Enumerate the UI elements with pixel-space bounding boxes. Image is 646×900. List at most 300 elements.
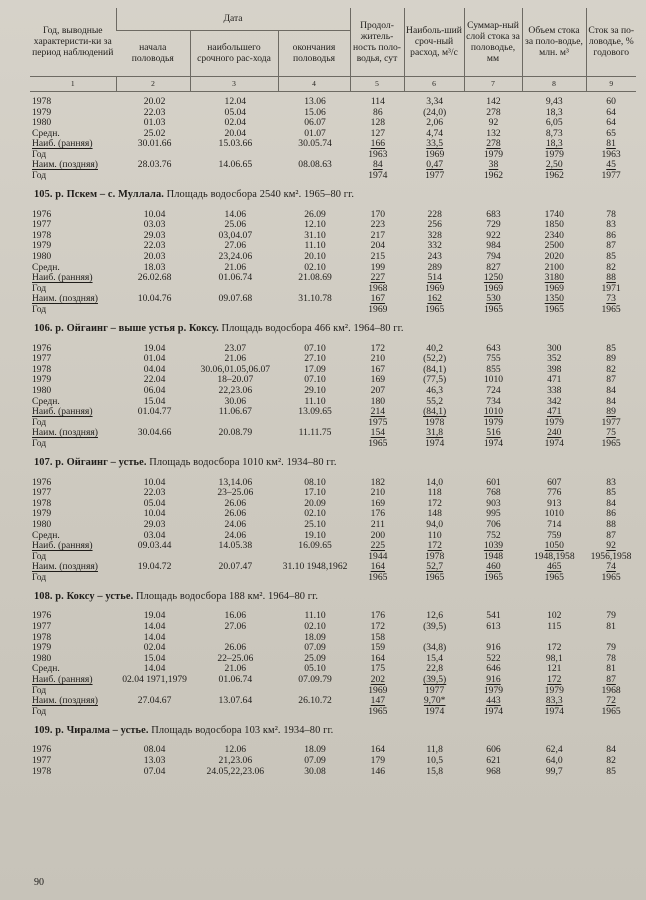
row-label: Наим. (поздняя)	[32, 427, 98, 439]
table-cell: 211	[370, 518, 385, 530]
table-cell: 6,05	[545, 117, 563, 129]
table-cell: 1010	[483, 406, 504, 418]
table-cell: 167	[370, 363, 386, 375]
table-cell: 1965	[368, 705, 388, 717]
row-label: 1978	[32, 363, 52, 375]
table-cell: 1965	[425, 304, 445, 316]
table-row	[30, 96, 636, 107]
table-cell: 240	[547, 427, 562, 439]
table-cell: 1039	[483, 540, 504, 552]
table-cell: 86	[606, 508, 616, 520]
data-grid	[30, 611, 636, 717]
table-cell: 175	[370, 663, 386, 675]
table-cell: 2500	[544, 240, 564, 252]
table-cell: 1979	[544, 684, 564, 696]
row-label: 1978	[32, 497, 52, 509]
table-row	[30, 385, 636, 396]
table-cell: 207	[370, 384, 386, 396]
table-cell: 38	[488, 159, 499, 171]
table-cell: 3,34	[426, 95, 444, 107]
table-cell: 1974	[368, 170, 388, 182]
table-cell: 84	[606, 395, 616, 407]
table-cell: 342	[547, 395, 562, 407]
table-row	[30, 396, 636, 407]
table-cell: 1969	[368, 684, 388, 696]
table-cell: 516	[486, 427, 501, 439]
table-cell: 13.06	[304, 95, 326, 107]
table-row	[30, 755, 636, 766]
station-title	[34, 189, 640, 200]
table-cell: 27.06	[224, 240, 247, 252]
table-cell: 15,8	[426, 765, 444, 777]
table-cell: 1850	[544, 219, 564, 231]
row-label: 1980	[32, 652, 52, 664]
table-cell: 20.09	[304, 497, 326, 509]
table-cell: (84,1)	[423, 406, 447, 418]
table-cell: 26.02.68	[137, 272, 172, 284]
table-row	[30, 706, 636, 717]
table-row	[30, 343, 636, 354]
table-cell: 601	[486, 476, 501, 488]
table-cell: 52,7	[426, 561, 444, 573]
row-label: 1980	[32, 251, 52, 263]
table-cell: 12,6	[426, 610, 444, 622]
table-cell: 1974	[425, 437, 445, 449]
table-cell: 172	[370, 621, 386, 633]
table-cell: 09.07.68	[218, 293, 253, 305]
table-cell: 202	[370, 674, 386, 686]
table-cell: 85	[606, 487, 616, 499]
table-cell: 794	[486, 251, 501, 263]
row-label: Средн.	[32, 127, 60, 139]
table-cell: 1969	[544, 282, 564, 294]
table-cell: 28.03.76	[137, 159, 172, 171]
table-cell: 289	[427, 261, 442, 273]
table-cell: 164	[370, 744, 386, 756]
table-cell: 27.04.67	[137, 695, 172, 707]
table-row	[30, 262, 636, 273]
table-cell: 79	[606, 642, 616, 654]
row-label: 1979	[32, 106, 52, 118]
table-cell: 85	[606, 251, 616, 263]
table-row	[30, 632, 636, 643]
station-section	[30, 96, 640, 181]
row-label: Средн.	[32, 395, 60, 407]
row-label: 1979	[32, 374, 52, 386]
table-cell: 17.10	[304, 487, 326, 499]
table-row	[30, 685, 636, 696]
table-cell: 30.06,01.05,06.07	[200, 363, 271, 375]
table-cell: 256	[427, 219, 442, 231]
table-cell: 24.05,22,23.06	[206, 765, 265, 777]
table-cell: 172	[427, 497, 442, 509]
table-cell: 20.10	[304, 251, 326, 263]
table-cell: 09.03.44	[137, 540, 172, 552]
table-cell: 1979	[544, 148, 564, 160]
table-cell: 23,24.06	[218, 251, 253, 263]
column-number: 9	[586, 76, 636, 92]
table-cell: 89	[606, 353, 616, 365]
table-cell: 29.03	[143, 229, 166, 241]
table-cell: 23–25.06	[217, 487, 254, 499]
table-cell: 734	[486, 395, 501, 407]
table-cell: 84	[606, 744, 616, 756]
table-cell: 14.04	[143, 621, 166, 633]
table-row	[30, 509, 636, 520]
table-cell: 1965	[483, 571, 504, 583]
table-row	[30, 375, 636, 386]
table-cell: 55,2	[426, 395, 444, 407]
table-cell: 83	[606, 219, 616, 231]
table-cell: 752	[486, 529, 501, 541]
row-label: 1979	[32, 508, 52, 520]
table-cell: 1977	[425, 170, 445, 182]
table-cell: 1978	[425, 416, 445, 428]
table-cell: 99,7	[545, 765, 563, 777]
table-row	[30, 160, 636, 171]
table-cell: 328	[427, 229, 442, 241]
row-label: 1977	[32, 487, 52, 499]
table-row	[30, 117, 636, 128]
row-label: Наим. (поздняя)	[32, 293, 98, 305]
table-cell: 33,5	[426, 138, 444, 150]
table-cell: 64	[606, 117, 616, 129]
table-cell: 81	[606, 138, 616, 150]
table-row	[30, 438, 636, 449]
table-cell: 08.08.63	[298, 159, 332, 171]
table-cell: 471	[547, 406, 562, 418]
table-cell: 10.04	[143, 208, 166, 220]
table-cell: 24.06	[224, 529, 247, 541]
table-cell: 922	[486, 229, 501, 241]
table-row	[30, 170, 636, 181]
row-label: Средн.	[32, 663, 60, 675]
table-cell: 1965	[544, 571, 564, 583]
table-cell: 06.07	[304, 117, 326, 129]
table-row	[30, 149, 636, 160]
station-title	[34, 323, 640, 334]
table-cell: 89	[606, 406, 616, 418]
table-cell: 1050	[544, 540, 564, 552]
table-cell: 21,23.06	[218, 755, 253, 767]
table-cell: 31.10 1948,1962	[282, 561, 348, 573]
table-header	[30, 8, 636, 92]
table-cell: 228	[427, 208, 442, 220]
table-cell: 169	[370, 497, 386, 509]
table-cell: 169	[370, 374, 386, 386]
row-label: 1980	[32, 117, 52, 129]
table-cell: 82	[606, 261, 616, 273]
table-cell: 07.10	[304, 342, 326, 354]
table-cell: 08.04	[143, 744, 166, 756]
table-cell: 86	[606, 229, 616, 241]
table-cell: 30.04.66	[137, 427, 172, 439]
header-date-group: Дата	[116, 8, 350, 30]
table-cell: 11.10	[304, 240, 326, 252]
table-cell: 60	[606, 95, 616, 107]
table-cell: 84	[606, 384, 616, 396]
table-cell: 01.03	[143, 117, 166, 129]
table-cell: 995	[486, 508, 501, 520]
table-cell: 11,8	[426, 744, 443, 756]
column-number: 1	[30, 76, 116, 92]
table-cell: 1979	[483, 684, 504, 696]
table-cell: 768	[486, 487, 501, 499]
table-row	[30, 551, 636, 562]
table-cell: 18,3	[545, 138, 563, 150]
station-section	[30, 725, 640, 777]
table-cell: 14.04	[143, 631, 166, 643]
table-cell: 21.06	[224, 261, 247, 273]
table-row	[30, 653, 636, 664]
table-cell: 1963	[368, 148, 388, 160]
table-cell: 4,74	[426, 127, 444, 139]
table-cell: 443	[486, 695, 501, 707]
table-cell: 855	[486, 363, 501, 375]
table-cell: 07.09.79	[298, 674, 332, 686]
table-cell: 1948	[483, 550, 504, 562]
table-row	[30, 695, 636, 706]
table-cell: 706	[486, 518, 501, 530]
table-cell: 1965	[425, 571, 445, 583]
table-cell: 15,4	[426, 652, 444, 664]
table-cell: 22.03	[143, 487, 166, 499]
table-cell: 210	[370, 487, 386, 499]
column-number: 7	[464, 76, 522, 92]
row-label: 1979	[32, 642, 52, 654]
table-cell: 19.04	[143, 610, 166, 622]
table-cell: 1975	[368, 416, 388, 428]
station-info: Площадь водосбора 2540 км². 1965–80 гг.	[166, 188, 355, 200]
table-cell: 18,3	[545, 106, 563, 118]
table-cell: 1974	[425, 705, 445, 717]
table-row	[30, 766, 636, 777]
table-cell: 1965	[368, 437, 388, 449]
row-label: 1980	[32, 384, 52, 396]
row-label: Год	[32, 282, 47, 294]
table-cell: 759	[547, 529, 562, 541]
data-grid	[30, 745, 636, 777]
table-cell: 1740	[544, 208, 564, 220]
row-label: Год	[32, 437, 47, 449]
table-cell: 19.04.72	[137, 561, 172, 573]
table-cell: 1978	[425, 550, 445, 562]
row-label: Наиб. (ранняя)	[32, 674, 93, 686]
table-row	[30, 139, 636, 150]
row-label: Год	[32, 416, 47, 428]
table-cell: 225	[370, 540, 386, 552]
header-col3: наибольшего срочного рас-хода	[190, 30, 278, 76]
table-cell: 9,70*	[423, 695, 446, 707]
table-cell: 278	[486, 106, 501, 118]
table-cell: 05.04	[224, 106, 247, 118]
table-cell: 18.09	[304, 744, 326, 756]
table-cell: 2020	[544, 251, 564, 263]
table-cell: 78	[606, 208, 616, 220]
station-river: р. Ойгаинг – устье.	[55, 456, 147, 468]
table-cell: 1974	[544, 705, 564, 717]
table-cell: 332	[427, 240, 442, 252]
table-cell: 606	[486, 744, 501, 756]
row-label: 1978	[32, 95, 52, 107]
table-row	[30, 364, 636, 375]
table-cell: 19.10	[304, 529, 326, 541]
table-cell: 204	[370, 240, 386, 252]
station-info: Площадь водосбора 466 км². 1964–80 гг.	[221, 322, 404, 334]
table-cell: 22,8	[426, 663, 444, 675]
table-cell: 530	[486, 293, 501, 305]
table-cell: 19.04	[143, 342, 166, 354]
table-cell: 1979	[544, 416, 564, 428]
table-row	[30, 219, 636, 230]
table-cell: 210	[370, 353, 386, 365]
table-cell: 12.10	[304, 219, 326, 231]
column-number: 4	[278, 76, 350, 92]
row-label: 1977	[32, 621, 52, 633]
station-title	[34, 457, 640, 468]
table-cell: 02.04	[224, 117, 247, 129]
table-cell: 2,06	[426, 117, 444, 129]
table-cell: 1968	[601, 684, 621, 696]
row-label: 1980	[32, 518, 52, 530]
table-row	[30, 107, 636, 118]
table-cell: 07.10	[304, 374, 326, 386]
table-cell: 20.04	[224, 127, 247, 139]
column-number: 5	[350, 76, 404, 92]
table-cell: 984	[486, 240, 501, 252]
row-label: 1978	[32, 229, 52, 241]
table-cell: 18.03	[143, 261, 166, 273]
table-cell: 22.03	[143, 240, 166, 252]
table-cell: 22–25.06	[217, 652, 254, 664]
table-cell: 132	[486, 127, 501, 139]
table-cell: 05.10	[304, 663, 326, 675]
table-cell: 87	[606, 240, 616, 252]
station-river: р. Пскем – с. Муллала.	[55, 188, 164, 200]
table-cell: 613	[486, 621, 501, 633]
table-cell: 1979	[483, 416, 504, 428]
table-cell: 21.06	[224, 663, 247, 675]
table-cell: (34,8)	[423, 642, 447, 654]
station-number: 107.	[34, 456, 53, 468]
table-cell: 166	[370, 138, 386, 150]
table-cell: 142	[486, 95, 501, 107]
table-cell: 1965	[601, 304, 621, 316]
table-cell: 913	[547, 497, 562, 509]
column-number: 3	[190, 76, 278, 92]
header-col2: начала половодья	[116, 30, 190, 76]
table-cell: 15.04	[143, 652, 166, 664]
row-label: Наим. (поздняя)	[32, 695, 98, 707]
station-section	[30, 189, 640, 315]
row-label: 1976	[32, 610, 52, 622]
table-cell: 31,8	[426, 427, 444, 439]
table-cell: 02.10	[304, 508, 326, 520]
table-cell: 514	[427, 272, 442, 284]
table-cell: 02.10	[304, 261, 326, 273]
station-river: р. Ойгаинг – выше устья р. Коксу.	[55, 322, 219, 334]
station-info: Площадь водосбора 103 км². 1934–80 гг.	[151, 724, 334, 736]
table-cell: 02.10	[304, 621, 326, 633]
table-cell: 1979	[483, 148, 504, 160]
table-cell: 88	[606, 272, 616, 284]
table-cell: 1010	[544, 508, 564, 520]
table-cell: 9,43	[545, 95, 563, 107]
table-cell: 02.04 1971,1979	[122, 674, 187, 686]
table-cell: 164	[370, 652, 386, 664]
table-cell: 07.04	[143, 765, 166, 777]
table-row	[30, 417, 636, 428]
table-cell: 11.10	[304, 395, 326, 407]
table-cell: 1968	[368, 282, 388, 294]
table-row	[30, 251, 636, 262]
row-label: 1978	[32, 765, 52, 777]
table-row	[30, 304, 636, 315]
table-cell: 05.04	[143, 497, 166, 509]
header-col8: Объем стока за поло-водье, млн. м³	[522, 8, 586, 76]
table-cell: 1962	[544, 170, 564, 182]
table-cell: 621	[486, 755, 501, 767]
table-row	[30, 519, 636, 530]
row-label: Год	[32, 571, 47, 583]
table-cell: 14.06	[224, 208, 247, 220]
table-cell: 110	[427, 529, 442, 541]
table-row	[30, 128, 636, 139]
table-row	[30, 477, 636, 488]
row-label: Год	[32, 148, 47, 160]
table-cell: 724	[486, 384, 501, 396]
row-label: 1976	[32, 476, 52, 488]
table-cell: 607	[547, 476, 562, 488]
station-river: р. Коксу – устье.	[55, 590, 134, 602]
table-cell: 74	[606, 561, 616, 573]
table-row	[30, 487, 636, 498]
table-row	[30, 611, 636, 622]
table-body	[30, 96, 640, 776]
table-cell: 179	[370, 755, 386, 767]
station-number: 108.	[34, 590, 53, 602]
table-cell: 01.07	[304, 127, 326, 139]
table-cell: 40,2	[426, 342, 444, 354]
table-cell: 128	[370, 117, 386, 129]
table-cell: 82	[606, 363, 616, 375]
table-cell: 15.03.66	[218, 138, 253, 150]
table-cell: 06.04	[143, 384, 166, 396]
table-cell: 1969	[425, 282, 445, 294]
table-cell: 199	[370, 261, 386, 273]
table-cell: 200	[370, 529, 386, 541]
row-label: 1976	[32, 342, 52, 354]
table-row	[30, 745, 636, 756]
table-row	[30, 642, 636, 653]
table-cell: 15.04	[143, 395, 166, 407]
table-cell: 08.10	[304, 476, 326, 488]
data-grid	[30, 343, 636, 449]
table-cell: 968	[486, 765, 501, 777]
table-cell: 84	[373, 159, 383, 171]
table-cell: 75	[606, 427, 616, 439]
table-cell: 94,0	[426, 518, 444, 530]
station-title	[34, 725, 640, 736]
table-cell: 22.04	[143, 374, 166, 386]
table-cell: 25.09	[304, 652, 326, 664]
table-cell: 20.02	[143, 95, 166, 107]
table-row	[30, 294, 636, 305]
table-cell: 1250	[483, 272, 504, 284]
table-cell: 30.05.74	[298, 138, 332, 150]
table-cell: 3180	[544, 272, 564, 284]
table-cell: 167	[370, 293, 386, 305]
